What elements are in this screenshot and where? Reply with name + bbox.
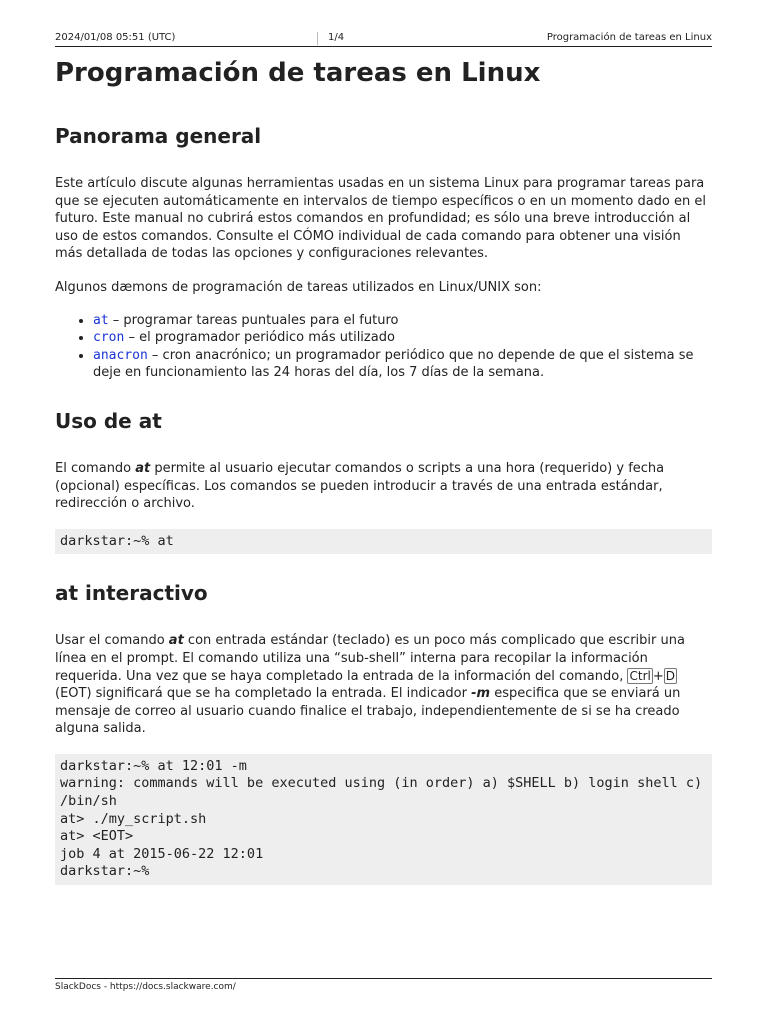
text: (EOT) significará que se ha completado la entrada. El indicador [55,686,472,702]
heading-overview: Panorama general [55,124,262,148]
interactive-paragraph [55,632,712,738]
cron-link[interactable]: cron [93,330,125,346]
list-item-cron [93,329,712,347]
page-footer [55,978,712,994]
text: con entrada estándar (teclado) es un poco más complicado que escribir una línea en el prompt. El comando utiliza una “sub-shell” interna para recopilar la información requerida. Una vez que se haya completado la entrada de la información del comando, [55,633,685,684]
text: Usar el comando [55,633,169,649]
header-doc-title: Programación de tareas en Linux [546,32,712,43]
at-command-emphasis: at [168,633,184,649]
header-date: 2024/01/08 05:51 (UTC) [55,32,176,43]
at-link[interactable]: at [93,312,109,328]
list-item-desc: – el programador periódico más utilizado [124,330,395,346]
page-header [55,31,712,47]
scheduler-list [55,312,712,382]
flag-m-emphasis: -m [471,686,491,702]
kbd-ctrl: Ctrl [629,668,651,683]
at-command-emphasis: at [135,460,151,476]
code-block-interactive: darkstar:~% at 12:01 -m warning: commands will be executed using (in order) a) $SHELL b) login shell c) /bin/sh at> ./my_script.sh at> <EOT> job 4 at 2015-06-22 12:01 darkstar:~% [55,754,712,885]
list-item-at [93,312,712,330]
header-divider [317,32,318,45]
text: permite al usuario ejecutar comandos o scripts a una hora (requerido) y fecha (opcional) específicas. Los comandos se pueden introducir a través de una entrada estándar, redirección o archivo. [55,460,665,512]
anacron-link[interactable]: anacron [93,347,148,363]
footer-text: SlackDocs - https://docs.slackware.com/ [55,982,236,992]
text: El comando [55,460,136,476]
list-item-desc: – programar tareas puntuales para el futuro [108,312,399,328]
overview-paragraph: Este artículo discute algunas herramientas usadas en un sistema Linux para programar tareas para que se ejecuten automáticamente en intervalos de tiempo específicos o en un momento dado en el futuro. Este manual no cubrirá estos comandos en profundidad; es sólo una breve introducción al uso de estos comandos. Consulte el CÓMO individual de cada comando para obtener una visión más detallada de todas las opciones y configuraciones relevantes. [55,176,706,262]
kbd-plus: + [652,668,664,684]
heading-at-interactivo: at interactivo [55,581,208,606]
page-title: Programación de tareas en Linux [55,58,541,88]
code-block-at: darkstar:~% at [55,529,712,555]
header-page-number: 1/4 [328,32,345,43]
kbd-d: D [665,668,675,683]
daemons-intro-paragraph: Algunos dæmons de programación de tareas utilizados en Linux/UNIX son: [55,279,542,295]
document-content [55,54,712,885]
list-item-anacron [93,347,712,382]
heading-uso-de-at: Uso de at [55,408,162,433]
text: especifica que se enviará un mensaje de correo al usuario cuando finalice el trabajo, independientemente de si se ha creado alguna salida. [55,686,681,737]
list-item-desc: – cron anacrónico; un programador periódico que no depende de que el sistema se deje en funcionamiento las 24 horas del día, los 7 días de la semana. [93,347,694,381]
uso-at-paragraph [55,460,712,513]
